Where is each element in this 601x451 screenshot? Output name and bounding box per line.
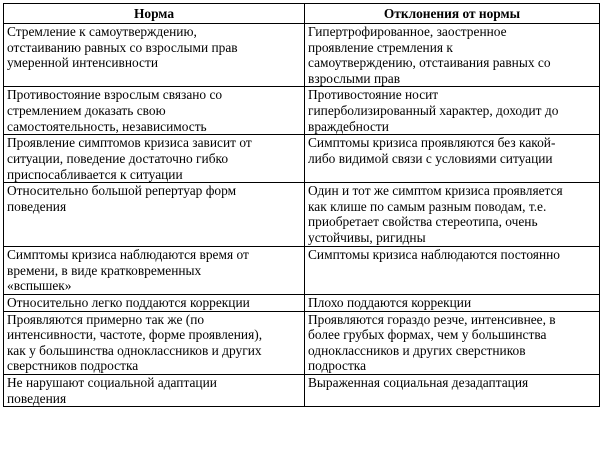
- norm-cell: [4, 183, 305, 247]
- table-header: [4, 4, 600, 24]
- deviation-cell: [305, 135, 600, 183]
- norm-text: Проявляются примерно так же (по интенсивности, частоте, форме проявления), как у большинства одноклассников и других сверстников подростка: [7, 311, 263, 374]
- norm-text: Относительно большой репертуар форм поведения: [7, 183, 237, 214]
- norm-text: Противостояние взрослым связано со стремлением доказать свою самостоятельность, независимость: [7, 87, 223, 134]
- header-norm: Норма: [4, 4, 305, 24]
- deviation-text: Гипертрофированное, заостренное проявление стремления к самоутверждению, отстаивания равных со взрослыми прав: [308, 24, 551, 86]
- norm-vs-deviation-table: [3, 3, 600, 407]
- norm-cell: [4, 247, 305, 295]
- deviation-text: Противостояние носит гиперболизированный характер, доходит до враждебности: [308, 87, 559, 134]
- table-row: [4, 311, 600, 374]
- header-row: [4, 4, 600, 24]
- deviation-cell: [305, 247, 600, 295]
- table-row: [4, 247, 600, 295]
- norm-cell: [4, 24, 305, 87]
- deviation-text: Плохо поддаются коррекции: [308, 294, 472, 310]
- deviation-cell: [305, 374, 600, 406]
- table-row: [4, 87, 600, 135]
- deviation-text: Симптомы кризиса наблюдаются постоянно: [308, 247, 560, 263]
- table-row: [4, 183, 600, 247]
- table-row: [4, 294, 600, 311]
- deviation-cell: [305, 183, 600, 247]
- table-row: [4, 374, 600, 406]
- norm-cell: [4, 294, 305, 311]
- norm-text: Относительно легко поддаются коррекции: [7, 294, 250, 310]
- deviation-cell: [305, 24, 600, 87]
- header-deviation: Отклонения от нормы: [305, 4, 600, 24]
- norm-text: Проявление симптомов кризиса зависит от ситуации, поведение достаточно гибко приспосабливается к ситуации: [7, 135, 252, 182]
- deviation-text: Один и тот же симптом кризиса проявляется как клише по самым разным поводам, т.е. приобретает свойства стереотипа, очень устойчивы, ригидны: [308, 183, 563, 245]
- deviation-cell: [305, 294, 600, 311]
- table-body: [4, 24, 600, 407]
- norm-cell: [4, 311, 305, 374]
- deviation-text: Выраженная социальная дезадаптация: [308, 374, 529, 390]
- norm-text: Симптомы кризиса наблюдаются время от времени, в виде кратковременных «вспышек»: [7, 247, 249, 294]
- norm-cell: [4, 87, 305, 135]
- deviation-cell: [305, 311, 600, 374]
- table-row: [4, 24, 600, 87]
- norm-cell: [4, 135, 305, 183]
- deviation-text: Симптомы кризиса проявляются без какой- либо видимой связи с условиями ситуации: [308, 135, 556, 166]
- norm-text: Не нарушают социальной адаптации поведения: [7, 374, 217, 406]
- deviation-text: Проявляются гораздо резче, интенсивнее, в более грубых формах, чем у большинства одноклассников и других сверстников подростка: [308, 311, 556, 374]
- deviation-cell: [305, 87, 600, 135]
- table-row: [4, 135, 600, 183]
- norm-cell: [4, 374, 305, 406]
- norm-text: Стремление к самоутверждению, отстаиванию равных со взрослыми прав умеренной интенсивности: [7, 24, 238, 71]
